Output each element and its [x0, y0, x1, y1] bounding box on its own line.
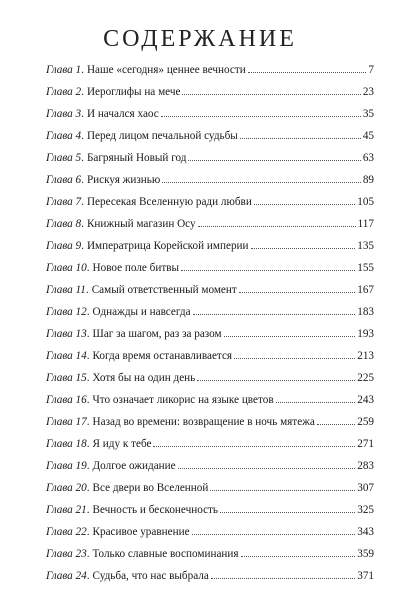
toc-entry: Глава 7 . Пересекая Вселенную ради любви 105	[46, 191, 374, 213]
chapter-number: 22	[75, 526, 87, 538]
dot-leader	[192, 534, 356, 535]
toc-entry: Глава 22 . Красивое уравнение 343	[46, 521, 374, 543]
chapter-number: 19	[75, 460, 87, 472]
dot-leader	[178, 468, 356, 469]
toc-entry: Глава 4 . Перед лицом печальной судьбы 45	[46, 125, 374, 147]
dot-leader	[220, 512, 355, 513]
page-number: 167	[357, 284, 374, 296]
toc-entry: Глава 18 . Я иду к тебе 271	[46, 433, 374, 455]
chapter-number: 9	[75, 240, 82, 252]
dot-leader	[181, 270, 355, 271]
chapter-word: Глава	[46, 284, 73, 296]
chapter-title: Когда время останавливается	[92, 350, 233, 362]
chapter-title: Назад во времени: возвращение в ночь мятежа	[92, 416, 315, 428]
chapter-title: Самый ответственный момент	[91, 284, 237, 296]
chapter-number: 5	[75, 152, 82, 164]
page-number: 213	[357, 350, 374, 362]
chapter-number: 15	[75, 372, 87, 384]
dot-leader	[182, 94, 360, 95]
chapter-word: Глава	[46, 328, 73, 340]
chapter-number: 7	[75, 196, 82, 208]
table-of-contents	[46, 59, 374, 587]
chapter-title: Вечность и бесконечность	[92, 504, 219, 516]
toc-entry: Глава 15 . Хотя бы на один день 225	[46, 367, 374, 389]
chapter-number: 2	[75, 86, 82, 98]
chapter-title: Новое поле битвы	[92, 262, 180, 274]
dot-leader	[224, 336, 356, 337]
chapter-word: Глава	[46, 394, 73, 406]
chapter-title: Что означает ликорис на языке цветов	[92, 394, 274, 406]
chapter-word: Глава	[46, 482, 73, 494]
chapter-number: 11	[75, 284, 86, 296]
page-number: 243	[357, 394, 374, 406]
chapter-title: Императрица Корейской империи	[86, 240, 249, 252]
chapter-title: Долгое ожидание	[92, 460, 176, 472]
chapter-word: Глава	[46, 438, 73, 450]
chapter-word: Глава	[46, 262, 73, 274]
dot-leader	[317, 424, 355, 425]
chapter-title: Шаг за шагом, раз за разом	[92, 328, 222, 340]
toc-entry: Глава 17 . Назад во времени: возвращение в ночь мятежа 259	[46, 411, 374, 433]
page-number: 35	[362, 108, 374, 120]
chapter-word: Глава	[46, 416, 73, 428]
dot-leader	[251, 248, 356, 249]
chapter-word: Глава	[46, 196, 73, 208]
dot-leader	[234, 358, 355, 359]
dot-leader	[193, 314, 356, 315]
chapter-word: Глава	[46, 218, 73, 230]
toc-entry: Глава 6 . Рискуя жизнью 89	[46, 169, 374, 191]
chapter-word: Глава	[46, 504, 73, 516]
chapter-number: 4	[75, 130, 82, 142]
chapter-number: 21	[75, 504, 87, 516]
toc-entry: Глава 19 . Долгое ожидание 283	[46, 455, 374, 477]
page-number: 45	[362, 130, 374, 142]
chapter-number: 13	[75, 328, 87, 340]
dot-leader	[198, 226, 356, 227]
chapter-number: 14	[75, 350, 87, 362]
chapter-title: Книжный магазин Осу	[86, 218, 196, 230]
dot-leader	[240, 138, 361, 139]
chapter-title: Пересекая Вселенную ради любви	[86, 196, 252, 208]
chapter-number: 3	[75, 108, 82, 120]
page-number: 117	[357, 218, 374, 230]
toc-entry: Глава 21 . Вечность и бесконечность 325	[46, 499, 374, 521]
chapter-title: Наше «сегодня» ценнее вечности	[86, 64, 246, 76]
page-number: 63	[362, 152, 374, 164]
page-number: 371	[357, 570, 374, 582]
toc-entry: Глава 10 . Новое поле битвы 155	[46, 257, 374, 279]
chapter-word: Глава	[46, 64, 73, 76]
chapter-word: Глава	[46, 152, 73, 164]
chapter-word: Глава	[46, 570, 73, 582]
page-number: 325	[357, 504, 374, 516]
chapter-number: 20	[75, 482, 87, 494]
dot-leader	[239, 292, 355, 293]
chapter-title: Перед лицом печальной судьбы	[86, 130, 238, 142]
chapter-number: 8	[75, 218, 82, 230]
toc-entry: Глава 13 . Шаг за шагом, раз за разом 193	[46, 323, 374, 345]
chapter-number: 1	[75, 64, 82, 76]
toc-entry: Глава 3 . И начался хаос 35	[46, 103, 374, 125]
page-number: 7	[368, 64, 374, 76]
dot-leader	[162, 182, 361, 183]
toc-entry: Глава 12 . Однажды и навсегда 183	[46, 301, 374, 323]
toc-entry: Глава 5 . Багряный Новый год 63	[46, 147, 374, 169]
dot-leader	[276, 402, 356, 403]
page-number: 225	[357, 372, 374, 384]
chapter-title: Все двери во Вселенной	[92, 482, 209, 494]
dot-leader	[210, 490, 355, 491]
chapter-word: Глава	[46, 240, 73, 252]
toc-entry: Глава 9 . Императрица Корейской империи 135	[46, 235, 374, 257]
page-number: 105	[357, 196, 374, 208]
page-number: 89	[362, 174, 374, 186]
dot-leader	[211, 578, 355, 579]
chapter-title: Судьба, что нас выбрала	[92, 570, 209, 582]
chapter-number: 16	[75, 394, 87, 406]
toc-entry: Глава 8 . Книжный магазин Осу 117	[46, 213, 374, 235]
page-number: 271	[357, 438, 374, 450]
chapter-word: Глава	[46, 108, 73, 120]
page-number: 343	[357, 526, 374, 538]
chapter-number: 18	[75, 438, 87, 450]
dot-leader	[197, 380, 355, 381]
chapter-title: Я иду к тебе	[92, 438, 152, 450]
chapter-word: Глава	[46, 526, 73, 538]
chapter-word: Глава	[46, 372, 73, 384]
dot-leader	[254, 204, 355, 205]
page-number: 359	[357, 548, 374, 560]
toc-entry: Глава 16 . Что означает ликорис на языке цветов 243	[46, 389, 374, 411]
chapter-word: Глава	[46, 460, 73, 472]
chapter-title: И начался хаос	[86, 108, 159, 120]
chapter-title: Хотя бы на один день	[92, 372, 196, 384]
chapter-number: 24	[75, 570, 87, 582]
chapter-number: 10	[75, 262, 87, 274]
chapter-word: Глава	[46, 548, 73, 560]
chapter-title: Багряный Новый год	[86, 152, 187, 164]
chapter-word: Глава	[46, 306, 73, 318]
dot-leader	[188, 160, 360, 161]
dot-leader	[161, 116, 361, 117]
chapter-title: Однажды и навсегда	[92, 306, 191, 318]
toc-entry: Глава 2 . Иероглифы на мече 23	[46, 81, 374, 103]
toc-entry: Глава 14 . Когда время останавливается 213	[46, 345, 374, 367]
page-number: 193	[357, 328, 374, 340]
page-number: 135	[357, 240, 374, 252]
page-title: СОДЕРЖАНИЕ	[103, 26, 297, 52]
chapter-title: Иероглифы на мече	[86, 86, 181, 98]
chapter-word: Глава	[46, 130, 73, 142]
dot-leader	[241, 556, 356, 557]
chapter-title: Рискуя жизнью	[86, 174, 161, 186]
chapter-number: 6	[75, 174, 82, 186]
chapter-title: Только славные воспоминания	[92, 548, 239, 560]
page-number: 155	[357, 262, 374, 274]
chapter-title: Красивое уравнение	[92, 526, 190, 538]
toc-entry: Глава 11 . Самый ответственный момент 167	[46, 279, 374, 301]
page-number: 183	[357, 306, 374, 318]
toc-entry: Глава 24 . Судьба, что нас выбрала 371	[46, 565, 374, 587]
toc-entry: Глава 20 . Все двери во Вселенной 307	[46, 477, 374, 499]
page-number: 259	[357, 416, 374, 428]
chapter-number: 23	[75, 548, 87, 560]
toc-entry: Глава 23 . Только славные воспоминания 359	[46, 543, 374, 565]
chapter-word: Глава	[46, 174, 73, 186]
chapter-word: Глава	[46, 86, 73, 98]
dot-leader	[153, 446, 355, 447]
dot-leader	[248, 72, 367, 73]
toc-entry: Глава 1 . Наше «сегодня» ценнее вечности 7	[46, 59, 374, 81]
chapter-number: 12	[75, 306, 87, 318]
page-number: 23	[362, 86, 374, 98]
chapter-word: Глава	[46, 350, 73, 362]
chapter-number: 17	[75, 416, 87, 428]
page-number: 307	[357, 482, 374, 494]
page-number: 283	[357, 460, 374, 472]
